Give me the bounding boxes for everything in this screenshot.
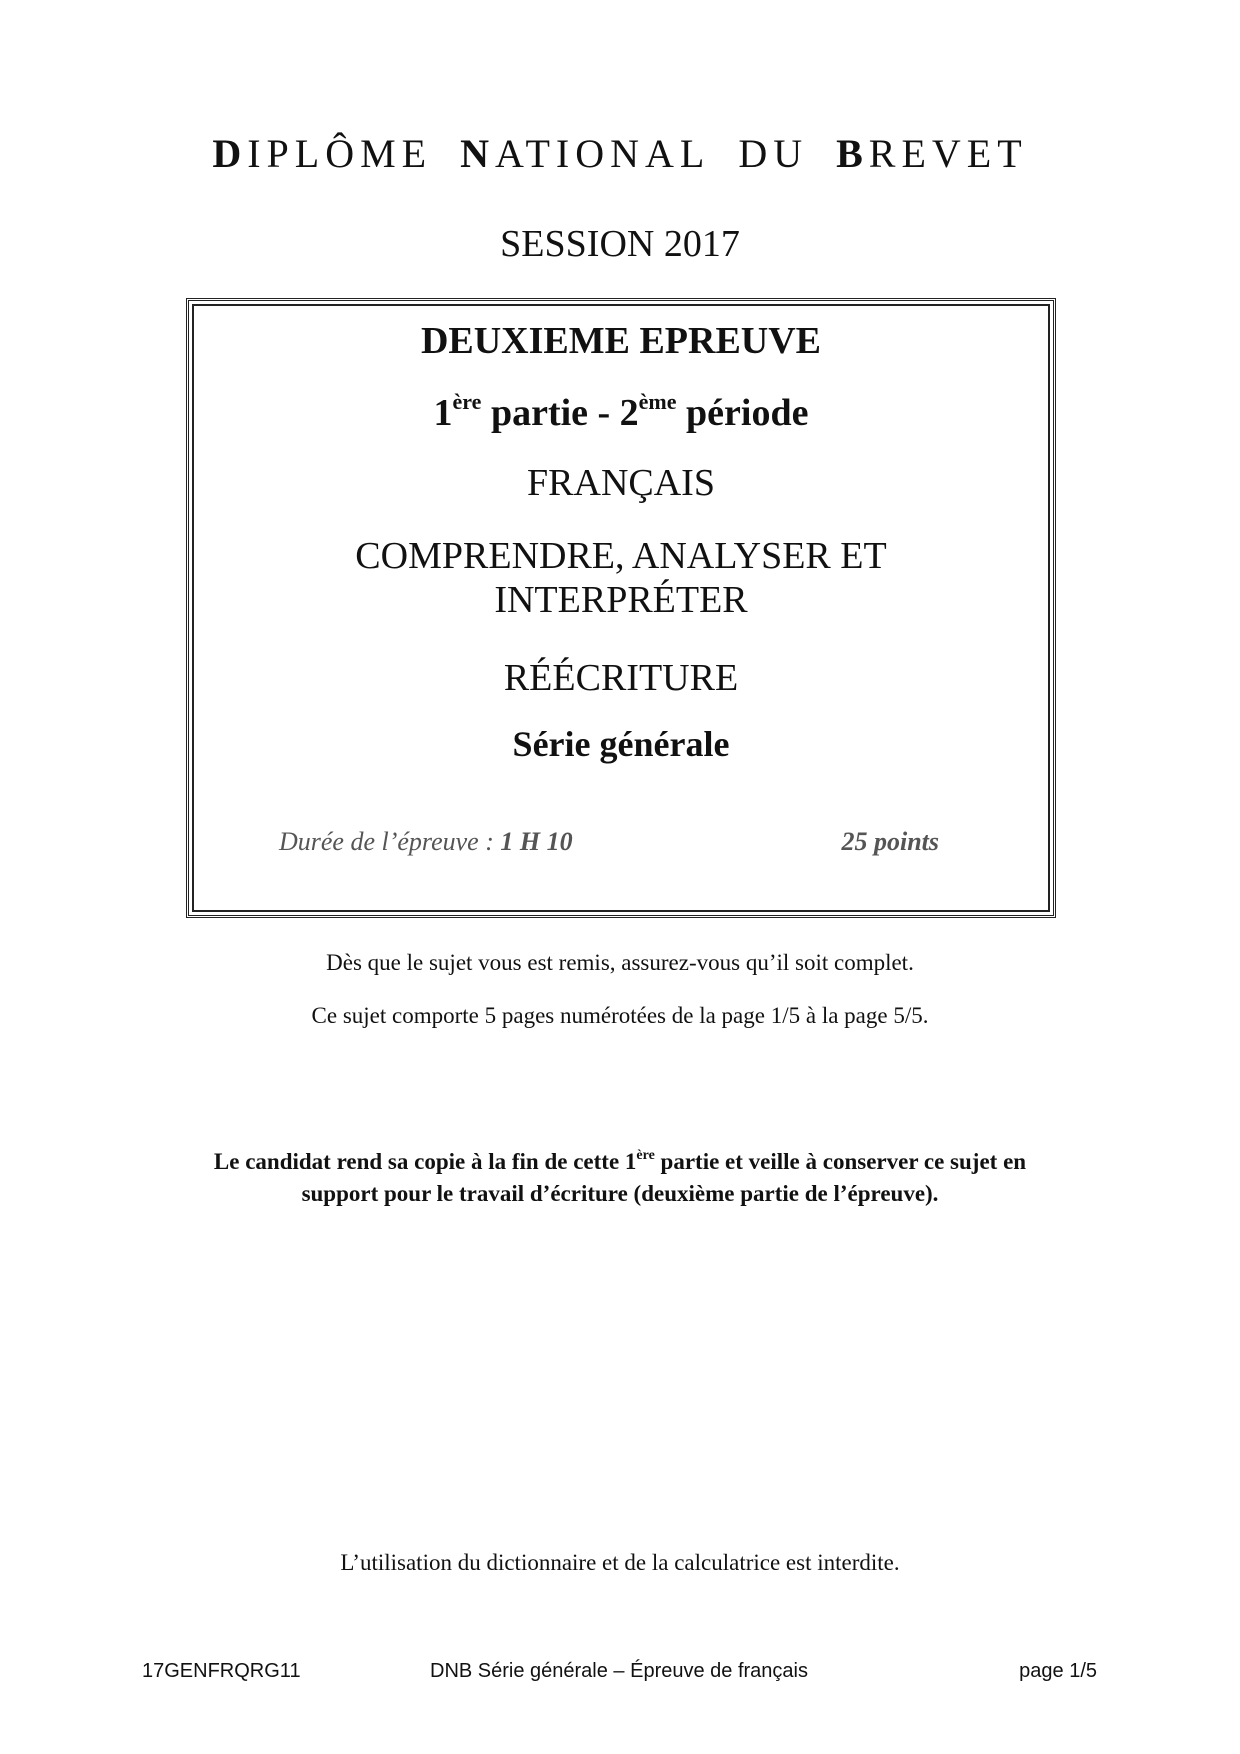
duration-value: 1 H 10 (500, 827, 573, 856)
title-word-2: ATIONAL (495, 131, 711, 176)
epreuve-title: DEUXIEME EPREUVE (420, 320, 822, 362)
pages-note: Ce sujet comporte 5 pages numérotées de la page 1/5 à la page 5/5. (311, 1003, 929, 1028)
title-word-4: REVET (868, 131, 1028, 176)
rewrite-title: RÉÉCRITURE (503, 657, 739, 699)
period-superscript: ème (638, 389, 677, 414)
candidate-instructions (0, 1140, 1240, 1210)
title-initial-b: B (836, 131, 869, 176)
task-line-1: COMPRENDRE, ANALYSER ET (355, 535, 887, 577)
title-initial-n: N (460, 131, 495, 176)
part-period (189, 389, 1053, 435)
part-superscript: ère (452, 389, 482, 414)
session-year: SESSION 2017 (500, 223, 740, 265)
footer-title: DNB Série générale – Épreuve de français (430, 1660, 808, 1682)
task-line-2: INTERPRÉTER (494, 579, 748, 621)
exam-info-box (186, 298, 1056, 918)
duration (279, 827, 573, 857)
candidate-text-1: Le candidat rend sa copie à la fin de cette 1 (213, 1149, 637, 1174)
candidate-text-2: partie et veille à conserver ce sujet en (654, 1149, 1027, 1174)
part-number: 1 (433, 392, 453, 434)
completeness-note: Dès que le sujet vous est remis, assurez-vous qu’il soit complet. (326, 950, 914, 975)
footer-code: 17GENFRQRG11 (142, 1660, 301, 1682)
subject-title: FRANÇAIS (527, 462, 715, 504)
forbidden-note: L’utilisation du dictionnaire et de la calculatrice est interdite. (340, 1550, 900, 1575)
title-word-1: IPLÔME (247, 131, 433, 176)
document-title (0, 130, 1240, 177)
task-title (189, 534, 1053, 622)
points: 25 points (841, 827, 939, 856)
candidate-line-1 (0, 1140, 1240, 1178)
candidate-superscript: ère (636, 1148, 655, 1163)
title-word-3: DU (738, 131, 809, 176)
candidate-line-2: support pour le travail d’écriture (deuxième partie de l’épreuve). (301, 1181, 939, 1206)
period-text: période (676, 392, 809, 434)
serie-title: Série générale (512, 724, 730, 764)
footer-page-number: page 1/5 (1019, 1660, 1097, 1682)
duration-label: Durée de l’épreuve : (279, 827, 501, 856)
part-text: partie - 2 (481, 392, 639, 434)
title-initial-d: D (212, 131, 248, 176)
